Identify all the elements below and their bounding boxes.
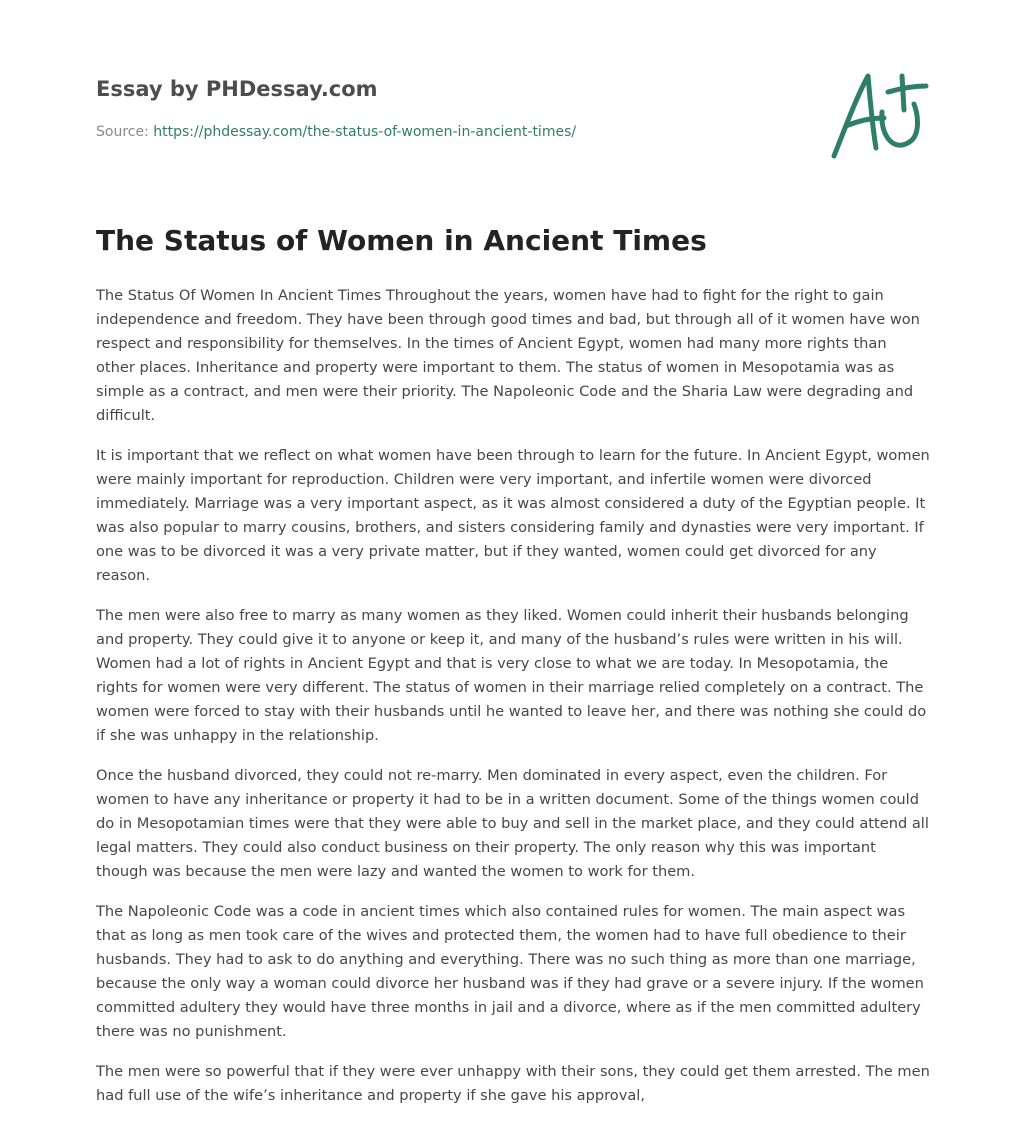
source-line [96, 124, 576, 140]
essay-title: The Status of Women in Ancient Times [96, 224, 707, 257]
essay-paragraph: The Napoleonic Code was a code in ancient times which also contained rules for women. The main aspect was that as long as men took care of the wives and protected them, the women had to have full obedience to their husbands. They had to ask to do anything and everything. There was no such thing as more than one marriage, because the only way a woman could divorce her husband was if they had grave or a severe injury. If the women committed adultery they would have three months in jail and a divorce, where as if the men committed adultery there was no punishment. [96, 903, 924, 1040]
essay-paragraph: The men were so powerful that if they were ever unhappy with their sons, they could get them arrested. The men had full use of the wife’s inheritance and property if she gave his approval, [96, 1063, 930, 1104]
essay-paragraph: The Status Of Women In Ancient Times Throughout the years, women have had to fight for the right to gain independence and freedom. They have been through good times and bad, but through all of it women have won respect and responsibility for themselves. In the times of Ancient Egypt, women had many more rights than other places. Inheritance and property were important to them. The status of women in Mesopotamia was as simple as a contract, and men were their priority. The Napoleonic Code and the Sharia Law were degrading and difficult. [96, 287, 920, 424]
site-name: Essay by PHDessay.com [96, 77, 378, 101]
a-plus-grade-logo-icon [826, 68, 930, 164]
source-label: Source: [96, 124, 149, 140]
essay-paragraph: Once the husband divorced, they could not re-marry. Men dominated in every aspect, even the children. For women to have any inheritance or property it had to be in a written document. Some of the things women could do in Mesopotamian times were that they were able to buy and sell in the market place, and they could attend all legal matters. They could also conduct business on their property. The only reason why this was important though was because the men were lazy and wanted the women to work for them. [96, 767, 929, 880]
essay-paragraph: The men were also free to marry as many women as they liked. Women could inherit their husbands belonging and property. They could give it to anyone or keep it, and many of the husband’s rules were written in his will. Women had a lot of rights in Ancient Egypt and that is very close to what we are today. In Mesopotamia, the rights for women were very different. The status of women in their marriage relied completely on a contract. The women were forced to stay with their husbands until he wanted to leave her, and there was nothing she could do if she was unhappy in the relationship. [96, 607, 927, 744]
page-header [96, 72, 936, 182]
essay-body [96, 284, 930, 1124]
essay-paragraph: It is important that we reflect on what women have been through to learn for the future. In Ancient Egypt, women were mainly important for reproduction. Children were very important, and infertile women were divorced immediately. Marriage was a very important aspect, as it was almost considered a duty of the Egyptian people. It was also popular to marry cousins, brothers, and sisters considering family and dynasties were very important. If one was to be divorced it was a very private matter, but if they wanted, women could get divorced for any reason. [96, 447, 930, 584]
source-link[interactable]: https://phdessay.com/the-status-of-women-in-ancient-times/ [153, 124, 577, 140]
